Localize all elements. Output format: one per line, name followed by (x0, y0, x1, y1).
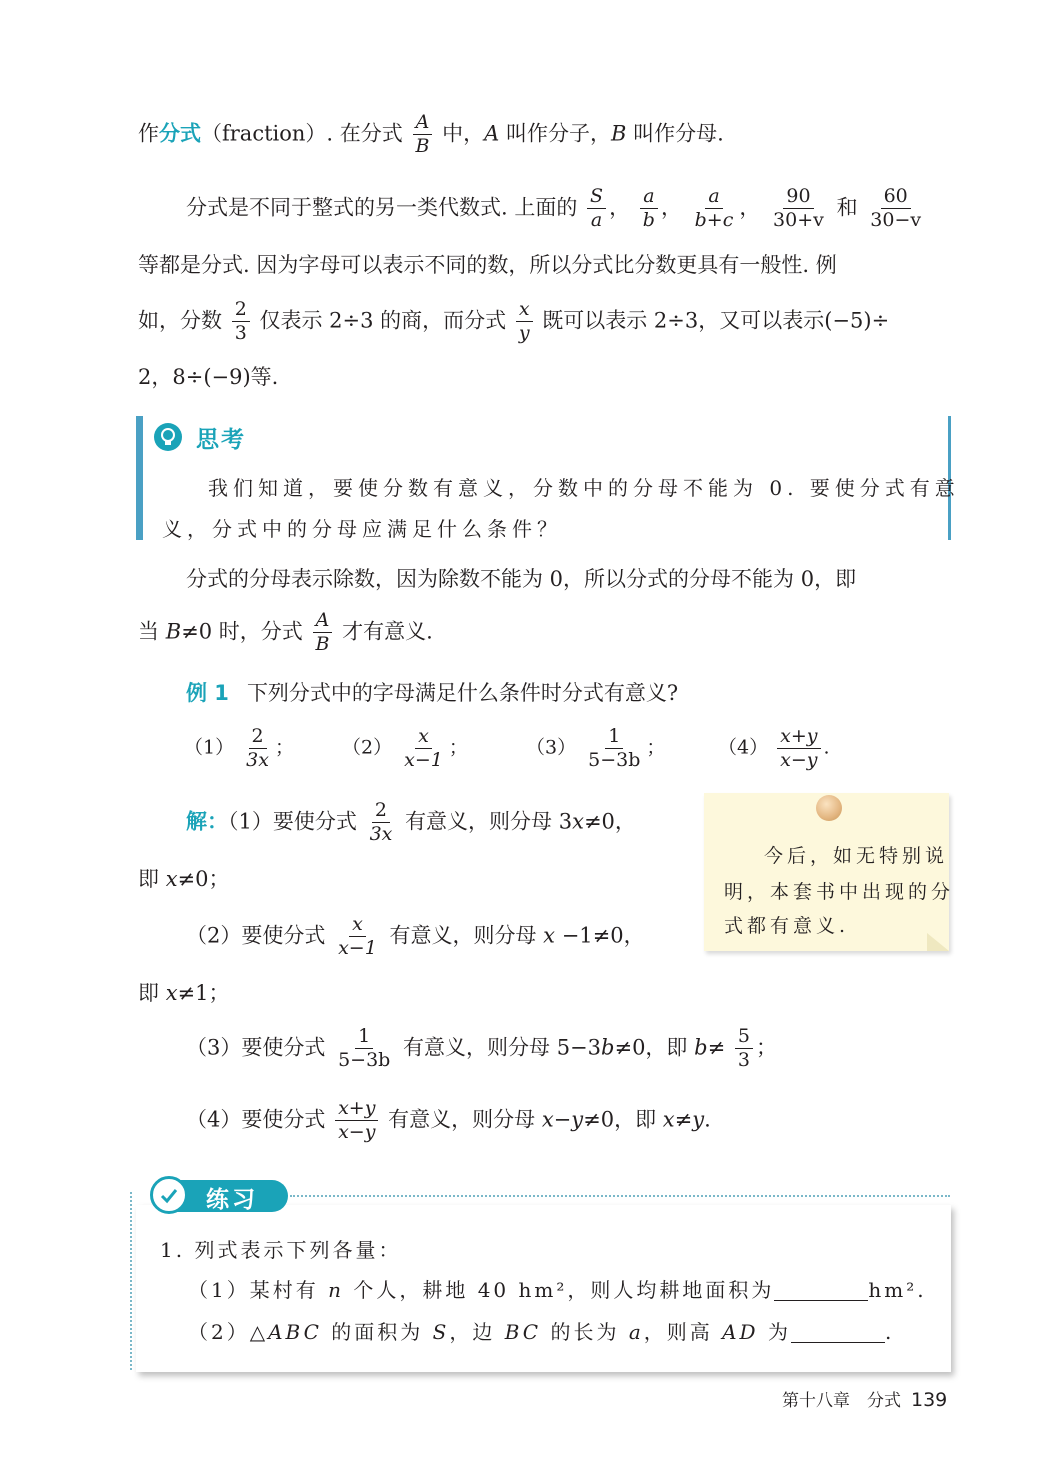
solution-label: 解： (186, 809, 228, 834)
fraction (587, 186, 606, 230)
think-line-1: 我们知道，要使分数有意义，分数中的分母不能为 0. 要使分式有意 (208, 476, 960, 500)
denominator: 3 (234, 321, 247, 344)
paragraph-fraction-definition (138, 112, 724, 156)
paragraph-denominator-rule (186, 568, 856, 590)
denominator: 30−v (870, 208, 922, 231)
var: S (432, 1320, 450, 1344)
text: ≠0，即 (583, 1107, 663, 1132)
fraction (777, 726, 820, 770)
note-line-1: 今后，如无特别说 (764, 845, 949, 867)
numerator: S (587, 186, 606, 209)
fraction (770, 186, 827, 230)
exercise-question-1b (188, 1322, 894, 1343)
note-line-3: 式都有意义. (724, 915, 850, 937)
numerator: x (349, 914, 366, 937)
var: x (543, 923, 556, 948)
text: ， (739, 195, 761, 220)
text: −1≠0， (555, 923, 645, 948)
text: （4）要使分式 (186, 1107, 326, 1132)
numerator: 2 (232, 299, 250, 322)
var: ABC (268, 1320, 322, 1344)
numerator: x (516, 299, 533, 322)
text: （1）要使分式 (228, 809, 357, 834)
numerator: 1 (355, 1026, 373, 1049)
text: 即 (138, 981, 166, 1005)
text: ， (660, 195, 682, 220)
text: 作 (138, 121, 159, 146)
text: （3）要使分式 (186, 1035, 326, 1060)
var: b (601, 1035, 615, 1060)
solution-step-2 (186, 914, 645, 958)
denominator: x−y (338, 1120, 376, 1143)
example-item-2 (342, 726, 468, 770)
solution-step-1 (186, 800, 636, 844)
text: 分式的分母表示除数，因为除数不能为 0，所以分式的分母不能为 0，即 (186, 567, 857, 591)
note-line-2: 明，本套书中出现的分 (724, 881, 955, 903)
paragraph-fraction-examples (186, 186, 927, 230)
var: B (610, 121, 627, 146)
var: x (165, 981, 178, 1005)
text: （fraction）. 在分式 (201, 121, 403, 146)
numerator: 90 (783, 186, 813, 209)
think-bar-left (136, 416, 143, 540)
text: . (884, 1320, 895, 1344)
denominator: x−1 (404, 748, 443, 771)
var: x (572, 809, 584, 834)
text: 的面积为 (321, 1320, 433, 1344)
denominator: b (642, 208, 655, 231)
exercise-question-1a (188, 1280, 927, 1301)
think-line-2: 义，分式中的分母应满足什么条件？ (162, 517, 562, 541)
chapter-title: 第十八章 分式 (782, 1391, 901, 1411)
exercise-divider-vertical (130, 1192, 132, 1370)
text: ≠0，即 (614, 1035, 695, 1060)
text: 为 (758, 1320, 791, 1344)
var: B (165, 619, 182, 644)
fraction (585, 726, 643, 770)
denominator: 30+v (773, 208, 824, 231)
denominator: B (415, 134, 430, 157)
numerator: 2 (249, 726, 267, 749)
var: n (328, 1278, 344, 1302)
text: （2）△ (188, 1320, 269, 1344)
numerator: 60 (881, 186, 911, 209)
pin-icon (816, 795, 842, 821)
denominator: x−1 (338, 936, 377, 959)
paragraph-text (138, 366, 278, 388)
text: （1）某村有 (188, 1278, 329, 1302)
page-curl (927, 933, 949, 951)
unit: hm². (868, 1278, 927, 1302)
solution-step-1-result (138, 868, 230, 890)
expr: x−y (541, 1107, 584, 1132)
think-title: 思考 (196, 427, 246, 453)
text: ，边 (449, 1320, 505, 1344)
example-label: 例 1 (186, 681, 229, 705)
think-box (136, 416, 960, 541)
exercise-divider (290, 1195, 950, 1197)
exercise-title: 练习 (206, 1187, 258, 1213)
text: 既可以表示 2÷3，又可以表示(−5)÷ (542, 308, 890, 333)
numerator: 2 (372, 800, 390, 823)
exercise-icon (150, 1176, 188, 1214)
term-fraction: 分式 (159, 121, 201, 146)
text: ； (646, 736, 666, 759)
fraction (335, 1098, 378, 1142)
text: 叫作分母. (626, 121, 724, 146)
page-number: 139 (911, 1389, 948, 1411)
fraction-A-over-B (312, 610, 332, 654)
var: a (628, 1320, 644, 1344)
exercise-question-1: 1. 列式表示下列各量： (160, 1238, 402, 1262)
numerator: x+y (777, 726, 820, 749)
var: A (484, 121, 500, 146)
var: b (694, 1035, 708, 1060)
text: 有意义，则分母 (389, 923, 544, 948)
text: ， (609, 195, 631, 220)
text: （2）要使分式 (186, 923, 326, 948)
numerator: a (705, 186, 722, 209)
denominator: 5−3b (338, 1048, 391, 1071)
item-number: （1） (184, 736, 235, 759)
text: 分式是不同于整式的另一类代数式. 上面的 (186, 195, 578, 220)
item-number: （2） (342, 736, 393, 759)
text: . (823, 736, 830, 759)
text: 仅表示 2÷3 的商，而分式 (259, 308, 507, 333)
numerator: A (313, 610, 333, 633)
text: . (704, 1107, 711, 1132)
fraction (401, 726, 446, 770)
denominator: y (518, 321, 530, 344)
text: 才有意义. (342, 619, 433, 644)
denominator: a (590, 208, 603, 231)
fraction (335, 1026, 393, 1070)
fraction (243, 726, 272, 770)
example-item-1 (184, 726, 294, 770)
denominator: 5−3b (588, 748, 641, 771)
denominator: 3x (246, 748, 269, 771)
paragraph-condition (138, 610, 433, 654)
numerator: 1 (605, 726, 623, 749)
text: ≠ (707, 1035, 726, 1060)
answer-blank[interactable] (791, 1324, 885, 1343)
solution-step-4 (186, 1098, 711, 1142)
page-footer (782, 1386, 947, 1411)
text: 有意义，则分母 5−3 (403, 1035, 602, 1060)
text: 如，分数 (138, 308, 222, 333)
fraction-5-over-3 (735, 1026, 753, 1070)
example-item-3 (526, 726, 665, 770)
text: ； (274, 736, 294, 759)
var: BC (504, 1320, 542, 1344)
paragraph-example-division (138, 299, 889, 343)
expr: x≠y (662, 1107, 705, 1132)
fraction (335, 914, 380, 958)
text: 有意义，则分母 3 (405, 809, 573, 834)
text: ，则高 (643, 1320, 723, 1344)
text: 有意义，则分母 (388, 1107, 542, 1132)
fraction (640, 186, 658, 230)
var: AD (722, 1320, 759, 1344)
numerator: x+y (335, 1098, 378, 1121)
fraction (692, 186, 737, 230)
text: 个人，耕地 40 hm²，则人均耕地面积为 (343, 1278, 775, 1302)
text: 叫作分子， (499, 121, 611, 146)
example-text: 下列分式中的字母满足什么条件时分式有意义? (246, 681, 679, 705)
fraction (867, 186, 924, 230)
var: x (165, 867, 178, 891)
text: ≠0 时，分式 (181, 619, 303, 644)
example-1-heading (186, 682, 678, 704)
solution-step-2-result (138, 982, 230, 1004)
item-number: （4） (718, 736, 769, 759)
text: 中， (442, 121, 485, 146)
item-number: （3） (526, 736, 577, 759)
denominator: 3 (737, 1048, 750, 1071)
text: ≠0； (177, 867, 230, 891)
fraction-A-over-B (412, 112, 432, 156)
numerator: a (640, 186, 657, 209)
numerator: A (413, 112, 433, 135)
denominator: x−y (780, 748, 818, 771)
numerator: x (415, 726, 432, 749)
denominator: 3x (369, 822, 393, 845)
text: ； (448, 736, 468, 759)
text: ≠1； (177, 981, 230, 1005)
text: 等都是分式. 因为字母可以表示不同的数，所以分式比分数更具有一般性. 例 (138, 253, 837, 277)
text: 即 (138, 867, 166, 891)
text: 当 (138, 619, 166, 644)
text: ≠0， (583, 809, 636, 834)
text: ； (755, 1035, 777, 1060)
paragraph-text (138, 254, 837, 276)
text: 的长为 (541, 1320, 629, 1344)
fraction-x-over-y (516, 299, 533, 343)
denominator: B (315, 632, 330, 655)
answer-blank[interactable] (774, 1282, 868, 1301)
denominator: b+c (694, 208, 734, 231)
fraction (367, 800, 396, 844)
numerator: 5 (735, 1026, 753, 1049)
solution-step-3 (186, 1026, 777, 1070)
text: 2，8÷(−9)等. (138, 365, 279, 389)
fraction-2-over-3 (232, 299, 250, 343)
lightbulb-icon (154, 423, 182, 451)
text: 和 (836, 195, 858, 220)
example-item-4 (718, 726, 830, 770)
